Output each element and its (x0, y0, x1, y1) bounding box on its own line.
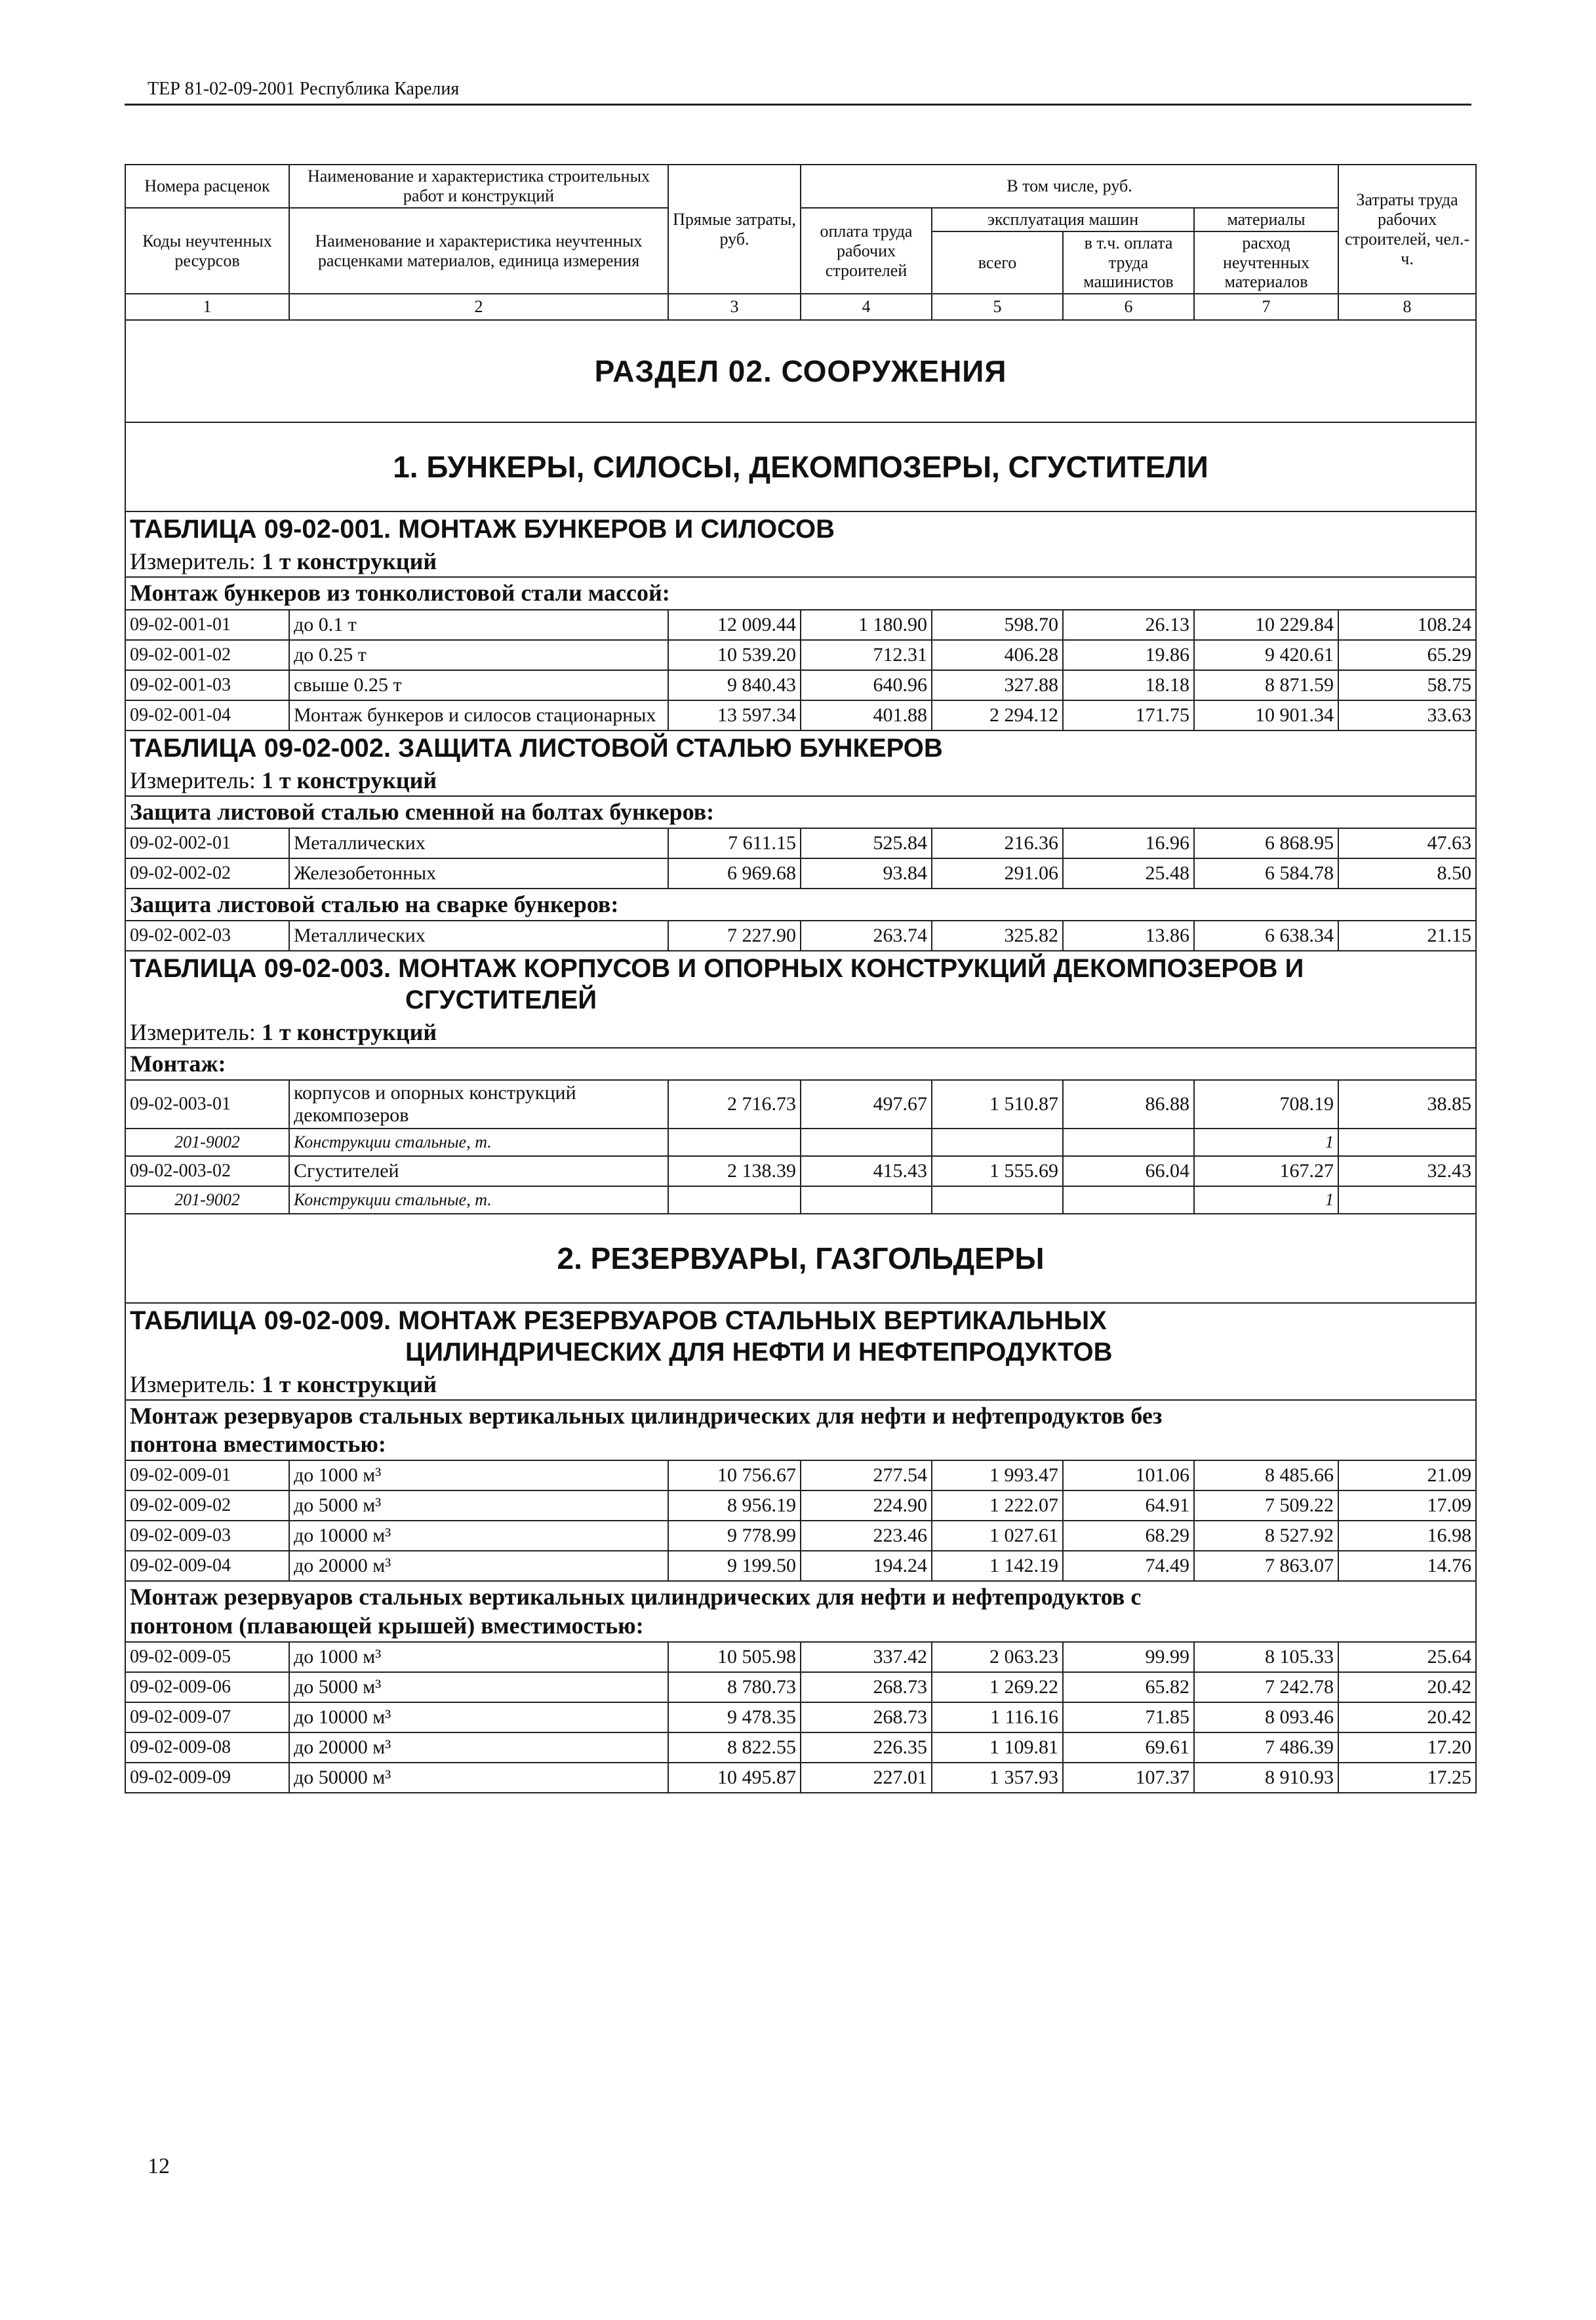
group-title-line1: Монтаж резервуаров стальных вертикальных цилиндрических для нефти и нефтепродуктов без (130, 1403, 1163, 1430)
value-c8: 33.63 (1338, 700, 1476, 730)
col1-top-header: Номера расценок (125, 165, 289, 208)
header-rule (125, 104, 1471, 106)
work-name: до 5000 м³ (289, 1490, 668, 1521)
group-title: Монтаж бункеров из тонколистовой стали массой: (125, 577, 1476, 609)
rate-code: 09-02-009-01 (125, 1460, 289, 1490)
value-c8: 17.20 (1338, 1732, 1476, 1763)
value-c4: 712.31 (801, 640, 932, 670)
value-c3: 8 956.19 (668, 1490, 801, 1521)
rates-table (125, 164, 1477, 1793)
rate-code: 09-02-002-02 (125, 858, 289, 889)
table-title (125, 511, 1476, 546)
rate-code: 09-02-003-02 (125, 1156, 289, 1186)
unit-value: 1 т конструкций (261, 548, 437, 575)
work-name: Железобетонных (289, 858, 668, 889)
col2-bottom-header: Наименование и характеристика неучтенных расценками материалов, единица измерения (289, 208, 668, 294)
unit-label: Измеритель: (130, 767, 256, 793)
table-row (125, 1156, 1476, 1186)
value-c6: 64.91 (1063, 1490, 1194, 1521)
value-c4: 1 180.90 (801, 610, 932, 640)
table-row (125, 921, 1476, 951)
group-title: Защита листовой сталью на сварке бункеров: (125, 889, 1476, 921)
table-row (125, 670, 1476, 700)
work-name: Металлических (289, 921, 668, 951)
resource-empty-c4 (801, 1129, 932, 1156)
work-name: до 10000 м³ (289, 1521, 668, 1551)
rate-code: 09-02-002-01 (125, 828, 289, 858)
value-c4: 497.67 (801, 1080, 932, 1129)
value-c3: 7 611.15 (668, 828, 801, 858)
value-c7: 6 638.34 (1194, 921, 1338, 951)
value-c6: 86.88 (1063, 1080, 1194, 1129)
value-c7: 167.27 (1194, 1156, 1338, 1186)
machines-labor-header: в т.ч. оплата труда машинистов (1063, 231, 1194, 294)
table-row (125, 640, 1476, 670)
resource-name: Конструкции стальные, т. (289, 1129, 668, 1156)
col-num: 7 (1194, 294, 1338, 320)
labor-header: оплата труда рабочих строителей (801, 208, 932, 294)
value-c6: 74.49 (1063, 1551, 1194, 1581)
value-c6: 26.13 (1063, 610, 1194, 640)
table-unit (125, 765, 1476, 796)
value-c6: 107.37 (1063, 1763, 1194, 1793)
table-row (125, 1551, 1476, 1581)
work-name: до 50000 м³ (289, 1763, 668, 1793)
resource-qty: 1 (1194, 1129, 1338, 1156)
rate-code: 09-02-009-06 (125, 1672, 289, 1702)
value-c8: 16.98 (1338, 1521, 1476, 1551)
table-row (125, 1763, 1476, 1793)
section-title: РАЗДЕЛ 02. СООРУЖЕНИЯ (125, 320, 1476, 422)
rate-code: 09-02-002-03 (125, 921, 289, 951)
part-title: 2. РЕЗЕРВУАРЫ, ГАЗГОЛЬДЕРЫ (125, 1214, 1476, 1303)
table-row (125, 828, 1476, 858)
value-c7: 9 420.61 (1194, 640, 1338, 670)
work-name: до 10000 м³ (289, 1702, 668, 1732)
rate-code: 09-02-009-09 (125, 1763, 289, 1793)
value-c5: 216.36 (932, 828, 1063, 858)
col3-header: Прямые затраты, руб. (668, 165, 801, 294)
work-name: до 1000 м³ (289, 1460, 668, 1490)
rate-code: 09-02-001-03 (125, 670, 289, 700)
col-num: 4 (801, 294, 932, 320)
value-c3: 7 227.90 (668, 921, 801, 951)
rate-code: 09-02-001-01 (125, 610, 289, 640)
table-title-text: ТАБЛИЦА 09-02-003. МОНТАЖ КОРПУСОВ И ОПОРНЫХ КОНСТРУКЦИЙ ДЕКОМПОЗЕРОВ И (130, 953, 1304, 983)
value-c5: 1 993.47 (932, 1460, 1063, 1490)
table-row (125, 1642, 1476, 1672)
value-c7: 8 871.59 (1194, 670, 1338, 700)
value-c5: 1 269.22 (932, 1672, 1063, 1702)
value-c6: 69.61 (1063, 1732, 1194, 1763)
machines-total-header: всего (932, 231, 1063, 294)
rate-code: 09-02-003-01 (125, 1080, 289, 1129)
unit-value: 1 т конструкций (261, 1018, 437, 1045)
table-row (125, 700, 1476, 730)
value-c7: 708.19 (1194, 1080, 1338, 1129)
resource-row (125, 1186, 1476, 1214)
value-c5: 291.06 (932, 858, 1063, 889)
unit-value: 1 т конструкций (261, 1371, 437, 1398)
value-c4: 223.46 (801, 1521, 932, 1551)
materials-unacc-header: расход неучтенных материалов (1194, 231, 1338, 294)
unit-label: Измеритель: (130, 548, 256, 575)
value-c3: 9 778.99 (668, 1521, 801, 1551)
value-c8: 14.76 (1338, 1551, 1476, 1581)
table-title (125, 1303, 1476, 1369)
value-c7: 7 509.22 (1194, 1490, 1338, 1521)
value-c6: 68.29 (1063, 1521, 1194, 1551)
value-c6: 18.18 (1063, 670, 1194, 700)
col-num: 5 (932, 294, 1063, 320)
rate-code: 09-02-009-02 (125, 1490, 289, 1521)
table-row (125, 610, 1476, 640)
col-num: 3 (668, 294, 801, 320)
part-title: 1. БУНКЕРЫ, СИЛОСЫ, ДЕКОМПОЗЕРЫ, СГУСТИТЕЛИ (125, 422, 1476, 511)
page-number: 12 (148, 2154, 170, 2178)
value-c8: 8.50 (1338, 858, 1476, 889)
value-c4: 93.84 (801, 858, 932, 889)
value-c4: 525.84 (801, 828, 932, 858)
value-c6: 25.48 (1063, 858, 1194, 889)
value-c3: 10 505.98 (668, 1642, 801, 1672)
value-c5: 1 555.69 (932, 1156, 1063, 1186)
value-c3: 12 009.44 (668, 610, 801, 640)
value-c4: 263.74 (801, 921, 932, 951)
value-c4: 415.43 (801, 1156, 932, 1186)
resource-name: Конструкции стальные, т. (289, 1186, 668, 1214)
value-c6: 66.04 (1063, 1156, 1194, 1186)
resource-empty-c5 (932, 1129, 1063, 1156)
table-unit (125, 546, 1476, 577)
value-c4: 224.90 (801, 1490, 932, 1521)
work-name: до 0.1 т (289, 610, 668, 640)
value-c8: 21.09 (1338, 1460, 1476, 1490)
resource-empty-c6 (1063, 1129, 1194, 1156)
table-row (125, 1732, 1476, 1763)
value-c3: 8 780.73 (668, 1672, 801, 1702)
value-c5: 1 027.61 (932, 1521, 1063, 1551)
resource-qty: 1 (1194, 1186, 1338, 1214)
value-c3: 8 822.55 (668, 1732, 801, 1763)
value-c5: 1 109.81 (932, 1732, 1063, 1763)
value-c7: 7 242.78 (1194, 1672, 1338, 1702)
group-title-line2: понтона вместимостью: (130, 1431, 386, 1458)
value-c4: 226.35 (801, 1732, 932, 1763)
value-c3: 9 199.50 (668, 1551, 801, 1581)
value-c8: 47.63 (1338, 828, 1476, 858)
resource-empty-c8 (1338, 1129, 1476, 1156)
work-name: до 5000 м³ (289, 1672, 668, 1702)
incl-header: В том числе, руб. (801, 165, 1338, 208)
value-c7: 8 105.33 (1194, 1642, 1338, 1672)
value-c6: 99.99 (1063, 1642, 1194, 1672)
value-c8: 65.29 (1338, 640, 1476, 670)
rate-code: 09-02-009-03 (125, 1521, 289, 1551)
value-c3: 2 716.73 (668, 1080, 801, 1129)
value-c7: 6 868.95 (1194, 828, 1338, 858)
col-num: 2 (289, 294, 668, 320)
rate-code: 09-02-009-07 (125, 1702, 289, 1732)
value-c8: 17.25 (1338, 1763, 1476, 1793)
value-c3: 10 756.67 (668, 1460, 801, 1490)
table-row (125, 1702, 1476, 1732)
work-name: до 0.25 т (289, 640, 668, 670)
work-name: до 20000 м³ (289, 1551, 668, 1581)
value-c5: 1 142.19 (932, 1551, 1063, 1581)
value-c8: 25.64 (1338, 1642, 1476, 1672)
value-c6: 101.06 (1063, 1460, 1194, 1490)
value-c3: 9 478.35 (668, 1702, 801, 1732)
value-c3: 13 597.34 (668, 700, 801, 730)
resource-code: 201-9002 (125, 1129, 289, 1156)
rate-code: 09-02-001-02 (125, 640, 289, 670)
value-c5: 1 357.93 (932, 1763, 1063, 1793)
value-c4: 268.73 (801, 1672, 932, 1702)
value-c7: 7 486.39 (1194, 1732, 1338, 1763)
table-title (125, 951, 1476, 1017)
value-c6: 19.86 (1063, 640, 1194, 670)
table-row (125, 1672, 1476, 1702)
unit-value: 1 т конструкций (261, 767, 437, 793)
table-unit (125, 1017, 1476, 1048)
value-c7: 8 093.46 (1194, 1702, 1338, 1732)
group-title (125, 1400, 1476, 1460)
resource-empty-c6 (1063, 1186, 1194, 1214)
table-row (125, 1521, 1476, 1551)
value-c5: 1 222.07 (932, 1490, 1063, 1521)
value-c6: 65.82 (1063, 1672, 1194, 1702)
work-name: корпусов и опорных конструкций декомпозеров (289, 1080, 668, 1129)
value-c4: 194.24 (801, 1551, 932, 1581)
value-c8: 32.43 (1338, 1156, 1476, 1186)
unit-label: Измеритель: (130, 1018, 256, 1045)
value-c5: 1 510.87 (932, 1080, 1063, 1129)
value-c5: 327.88 (932, 670, 1063, 700)
table-row (125, 1080, 1476, 1129)
value-c5: 406.28 (932, 640, 1063, 670)
table-title-text-2: ЦИЛИНДРИЧЕСКИХ ДЛЯ НЕФТИ И НЕФТЕПРОДУКТОВ (405, 1338, 1113, 1367)
rate-code: 09-02-009-04 (125, 1551, 289, 1581)
col-num: 6 (1063, 294, 1194, 320)
resource-empty-c8 (1338, 1186, 1476, 1214)
resource-empty-c5 (932, 1186, 1063, 1214)
value-c8: 58.75 (1338, 670, 1476, 700)
table-row (125, 858, 1476, 889)
group-title: Монтаж: (125, 1048, 1476, 1080)
value-c4: 401.88 (801, 700, 932, 730)
value-c8: 38.85 (1338, 1080, 1476, 1129)
value-c6: 13.86 (1063, 921, 1194, 951)
rate-code: 09-02-009-05 (125, 1642, 289, 1672)
table-title (125, 730, 1476, 765)
group-title (125, 1581, 1476, 1641)
work-name: до 1000 м³ (289, 1642, 668, 1672)
value-c7: 7 863.07 (1194, 1551, 1338, 1581)
value-c7: 8 485.66 (1194, 1460, 1338, 1490)
rate-code: 09-02-009-08 (125, 1732, 289, 1763)
col1-bottom-header: Коды неучтенных ресурсов (125, 208, 289, 294)
value-c4: 640.96 (801, 670, 932, 700)
value-c4: 227.01 (801, 1763, 932, 1793)
resource-code: 201-9002 (125, 1186, 289, 1214)
resource-row (125, 1129, 1476, 1156)
resource-empty-c3 (668, 1186, 801, 1214)
value-c8: 20.42 (1338, 1702, 1476, 1732)
resource-empty-c3 (668, 1129, 801, 1156)
work-name: свыше 0.25 т (289, 670, 668, 700)
value-c5: 598.70 (932, 610, 1063, 640)
work-name: Металлических (289, 828, 668, 858)
work-name: Монтаж бункеров и силосов стационарных (289, 700, 668, 730)
materials-header: материалы (1194, 208, 1338, 231)
value-c7: 8 527.92 (1194, 1521, 1338, 1551)
value-c8: 17.09 (1338, 1490, 1476, 1521)
value-c7: 10 901.34 (1194, 700, 1338, 730)
table-title-text: ТАБЛИЦА 09-02-001. МОНТАЖ БУНКЕРОВ И СИЛОСОВ (130, 515, 835, 544)
labor-cost-header: Затраты труда рабочих строителей, чел.-ч. (1338, 165, 1476, 294)
value-c3: 6 969.68 (668, 858, 801, 889)
value-c6: 16.96 (1063, 828, 1194, 858)
value-c5: 325.82 (932, 921, 1063, 951)
value-c8: 20.42 (1338, 1672, 1476, 1702)
value-c8: 21.15 (1338, 921, 1476, 951)
machines-header: эксплуатация машин (932, 208, 1194, 231)
value-c3: 10 495.87 (668, 1763, 801, 1793)
work-name: Сгустителей (289, 1156, 668, 1186)
rate-code: 09-02-001-04 (125, 700, 289, 730)
value-c7: 8 910.93 (1194, 1763, 1338, 1793)
table-title-text: ТАБЛИЦА 09-02-009. МОНТАЖ РЕЗЕРВУАРОВ СТАЛЬНЫХ ВЕРТИКАЛЬНЫХ (130, 1306, 1107, 1336)
group-title-line2: понтоном (плавающей крышей) вместимостью: (130, 1612, 644, 1639)
value-c5: 2 063.23 (932, 1642, 1063, 1672)
value-c5: 2 294.12 (932, 700, 1063, 730)
value-c4: 268.73 (801, 1702, 932, 1732)
group-title-line1: Монтаж резервуаров стальных вертикальных цилиндрических для нефти и нефтепродуктов с (130, 1584, 1142, 1610)
table-unit (125, 1369, 1476, 1400)
value-c7: 10 229.84 (1194, 610, 1338, 640)
value-c8: 108.24 (1338, 610, 1476, 640)
group-title: Защита листовой сталью сменной на болтах бункеров: (125, 796, 1476, 828)
value-c5: 1 116.16 (932, 1702, 1063, 1732)
col-num: 8 (1338, 294, 1476, 320)
resource-empty-c4 (801, 1186, 932, 1214)
work-name: до 20000 м³ (289, 1732, 668, 1763)
unit-label: Измеритель: (130, 1371, 256, 1398)
table-title-text: ТАБЛИЦА 09-02-002. ЗАЩИТА ЛИСТОВОЙ СТАЛЬЮ БУНКЕРОВ (130, 733, 943, 763)
col2-top-header: Наименование и характеристика строительных работ и конструкций (289, 165, 668, 208)
table-title-text-2: СГУСТИТЕЛЕЙ (405, 985, 597, 1014)
value-c6: 71.85 (1063, 1702, 1194, 1732)
table-row (125, 1460, 1476, 1490)
value-c3: 10 539.20 (668, 640, 801, 670)
value-c6: 171.75 (1063, 700, 1194, 730)
value-c4: 337.42 (801, 1642, 932, 1672)
value-c3: 2 138.39 (668, 1156, 801, 1186)
document-header: ТЕР 81-02-09-2001 Республика Карелия (148, 79, 460, 99)
col-num: 1 (125, 294, 289, 320)
value-c3: 9 840.43 (668, 670, 801, 700)
table-row (125, 1490, 1476, 1521)
value-c7: 6 584.78 (1194, 858, 1338, 889)
value-c4: 277.54 (801, 1460, 932, 1490)
